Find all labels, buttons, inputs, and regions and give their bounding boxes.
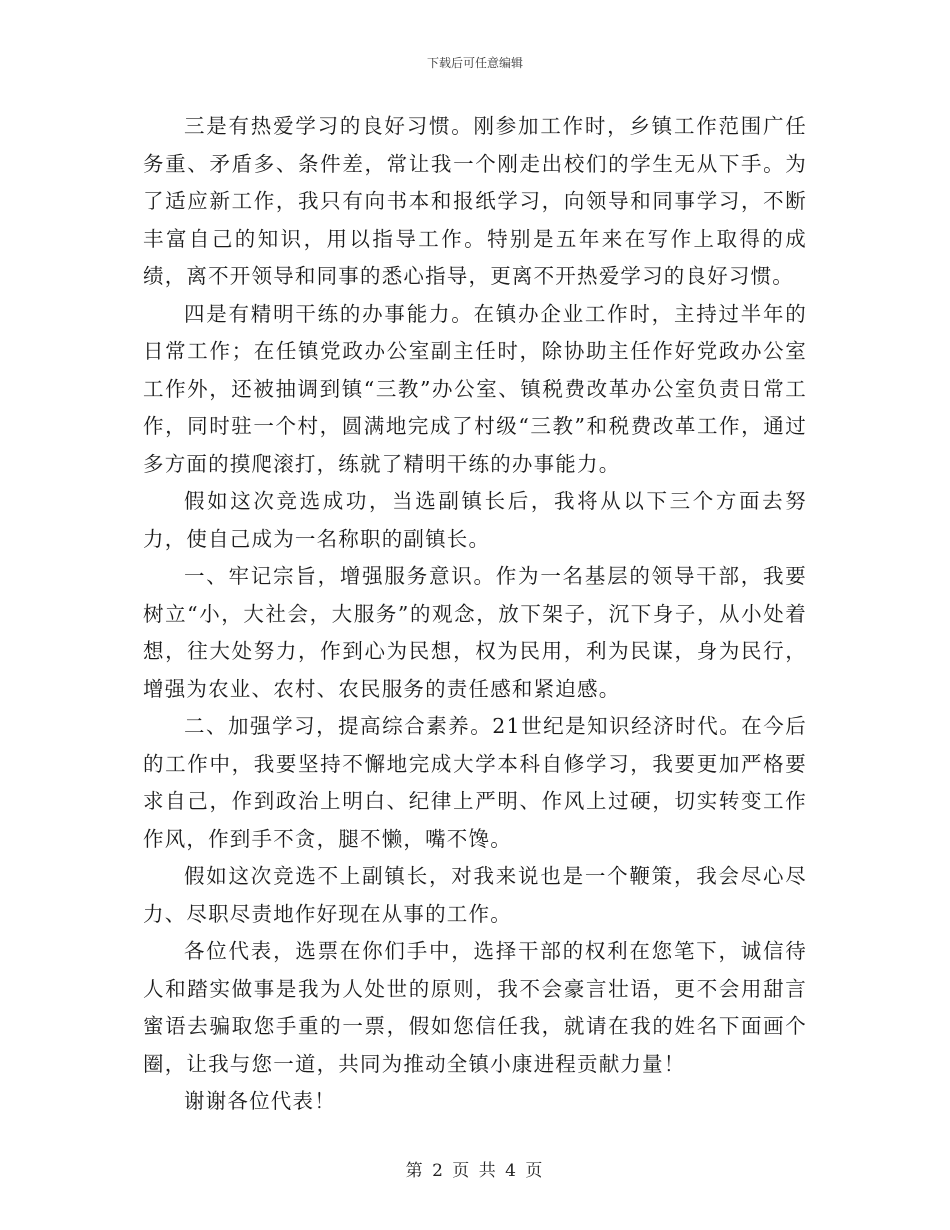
paragraph-if-elected: 假如这次竞选成功，当选副镇长后，我将从以下三个方面去努力，使自己成为一名称职的副镇长。 bbox=[143, 489, 807, 551]
page-header: 下载后可任意编辑 bbox=[426, 56, 523, 70]
paragraph-work-ability: 四是有精明干练的办事能力。在镇办企业工作时，主持过半年的日常工作；在任镇党政办公室副主任时，除协助主任作好党政办公室工作外，还被抽调到镇“三教”办公室、镇税费改革办公室负责日常工作，同时驻一个村，圆满地完成了村级“三教”和税费改革工作，通过多方面的摸爬滚打，练就了精明干练的办事能力。 bbox=[143, 301, 807, 476]
paragraph-service-awareness: 一、牢记宗旨，增强服务意识。作为一名基层的领导干部，我要树立“小，大社会，大服务”的观念，放下架子，沉下身子，从小处着想，往大处努力，作到心为民想，权为民用，利为民谋，身为民行，增强为农业、农村、农民服务的责任感和紧迫感。 bbox=[143, 564, 807, 701]
paragraph-if-not-elected: 假如这次竞选不上副镇长，对我来说也是一个鞭策，我会尽心尽力、尽职尽责地作好现在从事的工作。 bbox=[143, 864, 807, 926]
paragraph-strengthen-learning: 二、加强学习，提高综合素养。21世纪是知识经济时代。在今后的工作中，我要坚持不懈地完成大学本科自修学习，我要更加严格要求自己，作到政治上明白、纪律上严明、作风上过硬，切实转变工作作风，作到手不贪，腿不懒，嘴不馋。 bbox=[143, 714, 807, 851]
paragraph-thanks: 谢谢各位代表！ bbox=[184, 1089, 336, 1113]
page-number-footer: 第 2 页 共 4 页 bbox=[405, 1161, 545, 1181]
document-body bbox=[143, 108, 807, 1121]
paragraph-appeal-to-delegates: 各位代表，选票在你们手中，选择干部的权利在您笔下，诚信待人和踏实做事是我为人处世的原则，我不会豪言壮语，更不会用甜言蜜语去骗取您手重的一票，假如您信任我，就请在我的姓名下面画个圈，让我与您一道，共同为推动全镇小康进程贡献力量！ bbox=[143, 939, 807, 1076]
paragraph-habit-learning: 三是有热爱学习的良好习惯。刚参加工作时，乡镇工作范围广任务重、矛盾多、条件差，常让我一个刚走出校们的学生无从下手。为了适应新工作，我只有向书本和报纸学习，向领导和同事学习，不断丰富自己的知识，用以指导工作。特别是五年来在写作上取得的成绩，离不开领导和同事的悉心指导，更离不开热爱学习的良好习惯。 bbox=[143, 114, 807, 288]
